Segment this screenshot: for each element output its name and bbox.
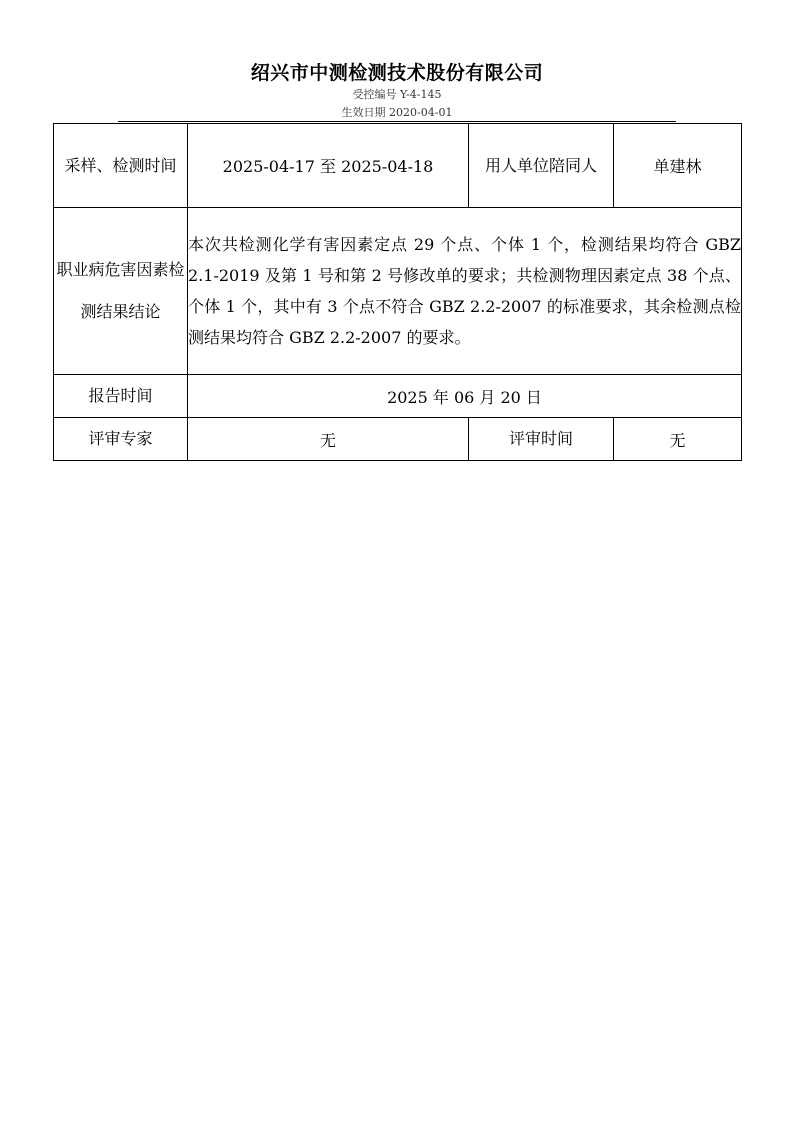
control-number: 受控编号 Y-4-145 bbox=[352, 88, 442, 101]
report-table bbox=[53, 123, 742, 461]
table-row bbox=[54, 418, 742, 461]
accompany-person-label: 用人单位陪同人 bbox=[469, 124, 614, 208]
conclusion-label: 职业病危害因素检测结果结论 bbox=[54, 208, 188, 375]
review-expert-label: 评审专家 bbox=[54, 418, 188, 461]
sampling-time-value: 2025-04-17 至 2025-04-18 bbox=[188, 124, 469, 208]
review-time-label: 评审时间 bbox=[469, 418, 614, 461]
company-title: 绍兴市中测检测技术股份有限公司 bbox=[250, 62, 544, 84]
table-row bbox=[54, 124, 742, 208]
report-time-value: 2025 年 06 月 20 日 bbox=[188, 375, 742, 418]
accompany-person-value: 单建林 bbox=[614, 124, 742, 208]
report-time-label: 报告时间 bbox=[54, 375, 188, 418]
table-row bbox=[54, 208, 742, 375]
header-rule bbox=[118, 121, 676, 122]
effective-date: 生效日期 2020-04-01 bbox=[341, 106, 453, 119]
review-time-value: 无 bbox=[614, 418, 742, 461]
review-expert-value: 无 bbox=[188, 418, 469, 461]
sampling-time-label: 采样、检测时间 bbox=[54, 124, 188, 208]
conclusion-text: 本次共检测化学有害因素定点 29 个点、个体 1 个，检测结果均符合 GBZ 2.1-2019 及第 1 号和第 2 号修改单的要求；共检测物理因素定点 38 个点、个体 1 个，其中有 3 个点不符合 GBZ 2.2-2007 的标准要求，其余检测点检测结果均符合 GBZ 2.2-2007 的要求。 bbox=[188, 208, 742, 375]
table-row bbox=[54, 375, 742, 418]
